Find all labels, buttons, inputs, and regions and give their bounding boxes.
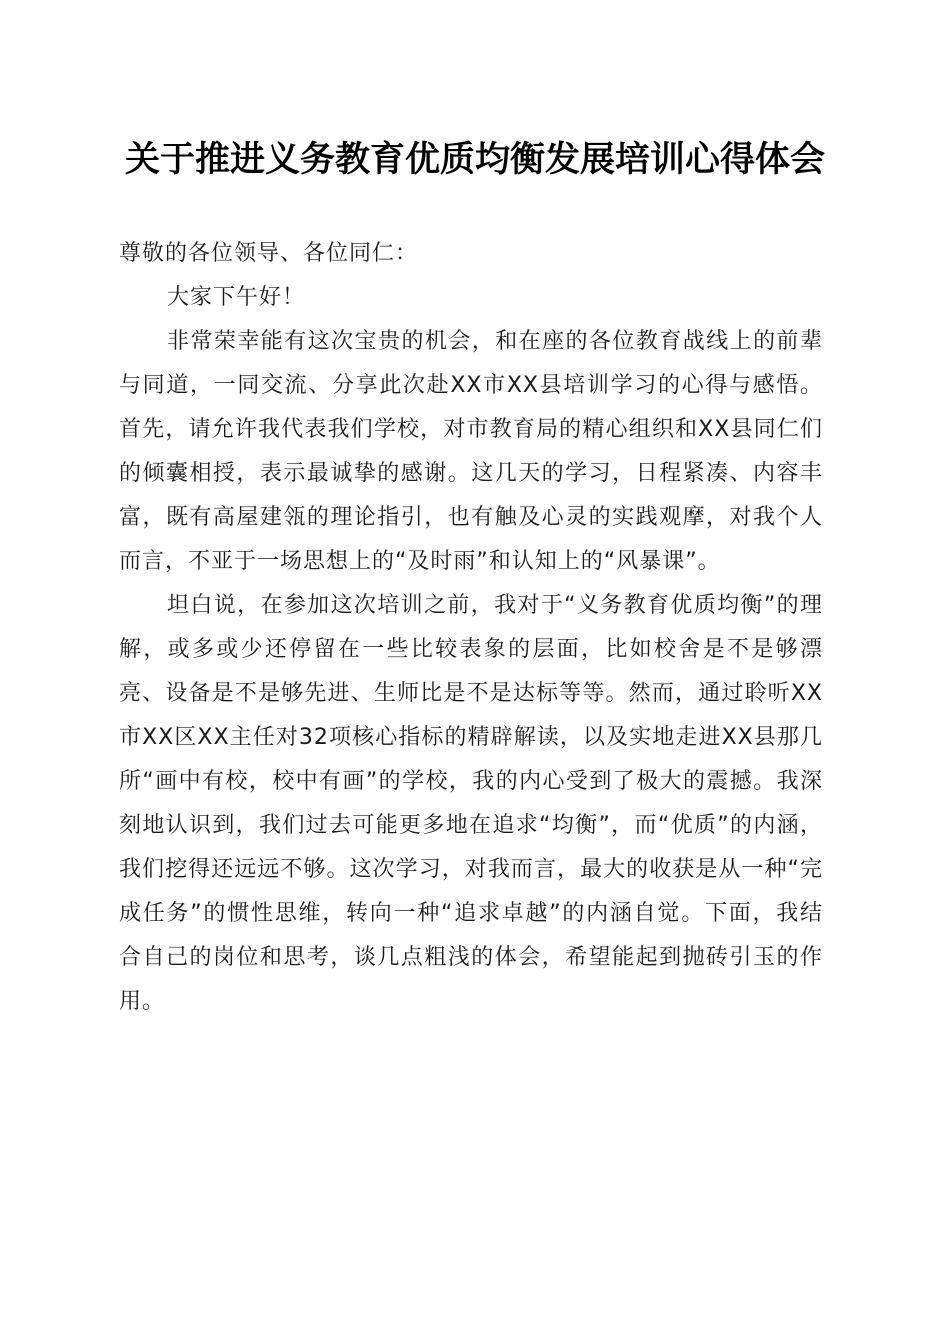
paragraph-intro: 非常荣幸能有这次宝贵的机会，和在座的各位教育战线上的前辈与同道，一同交流、分享此次赴XX市XX县培训学习的心得与感悟。首先，请允许我代表我们学校，对市教育局的精心组织和XX县同仁们的倾囊相授，表示最诚挚的感谢。这几天的学习，日程紧凑、内容丰富，既有高屋建瓴的理论指引，也有触及心灵的实践观摩，对我个人而言，不亚于一场思想上的“及时雨”和认知上的“风暴课”。 <box>119 329 823 574</box>
document-title: 关于推进义务教育优质均衡发展培训心得体会 <box>124 139 825 180</box>
paragraph-reflection: 坦白说，在参加这次培训之前，我对于“义务教育优质均衡”的理解，或多或少还停留在一些比较表象的层面，比如校舍是不是够漂亮、设备是不是够先进、生师比是不是达标等等。然而，通过聆听XX市XX区XX主任对32项核心指标的精辟解读，以及实地走进XX县那几所“画中有校，校中有画”的学校，我的内心受到了极大的震撼。我深刻地认识到，我们过去可能更多地在追求“均衡”，而“优质”的内涵，我们挖得还远远不够。这次学习，对我而言，最大的收获是从一种“完成任务”的惯性思维，转向一种“追求卓越”的内涵自觉。下面，我结合自己的岗位和思考，谈几点粗浅的体会，希望能起到抛砖引玉的作用。 <box>119 593 823 1014</box>
document-body <box>119 232 823 1024</box>
salutation: 尊敬的各位领导、各位同仁： <box>119 241 419 266</box>
greeting: 大家下午好！ <box>167 285 306 310</box>
